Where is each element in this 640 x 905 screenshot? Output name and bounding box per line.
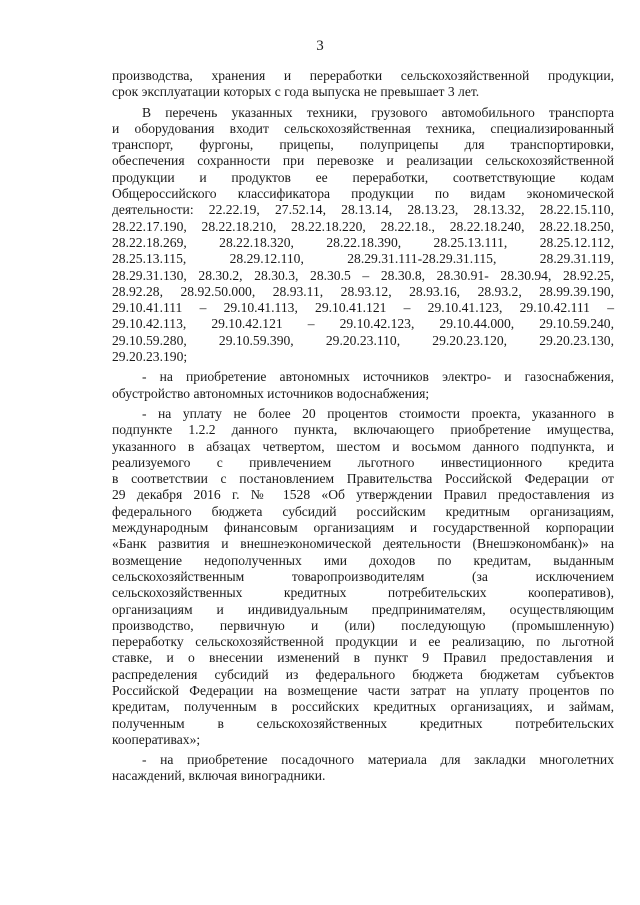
text-line: возмещение недополученных ими доходов по кредитам, выданным xyxy=(112,552,614,568)
text-line: 28.92.28, 28.92.50.000, 28.93.11, 28.93.12, 28.93.16, 28.93.2, 28.99.39.190, xyxy=(112,283,614,299)
paragraph xyxy=(112,752,614,785)
document-body xyxy=(112,68,614,785)
text-line: и оборудования входит сельскохозяйственная техника, специализированный xyxy=(112,120,614,136)
text-line: 28.22.18.269, 28.22.18.320, 28.22.18.390, 28.25.13.111, 28.25.12.112, xyxy=(112,234,614,250)
text-line: - на приобретение посадочного материала для закладки многолетних xyxy=(142,752,614,768)
text-line: обеспечения сохранности при перевозке и реализации сельскохозяйственной xyxy=(112,153,614,169)
text-line: 28.22.17.190, 28.22.18.210, 28.22.18.220, 28.22.18., 28.22.18.240, 28.22.18.250, xyxy=(112,218,614,234)
text-line: В перечень указанных техники, грузового автомобильного транспорта xyxy=(142,104,614,120)
paragraph xyxy=(112,105,614,366)
text-line: - на приобретение автономных источников электро- и газоснабжения, xyxy=(142,369,614,385)
text-line: указанного в абзацах четвертом, шестом и восьмом данного подпункта, и xyxy=(112,438,614,454)
text-line: Российской Федерации на возмещение части затрат на уплату процентов по xyxy=(112,682,614,698)
text-line: подпункте 1.2.2 данного пункта, включающего приобретение имущества, xyxy=(112,422,614,438)
text-line: насаждений, включая виноградники. xyxy=(112,768,326,784)
paragraph xyxy=(112,68,614,101)
text-line: сельскохозяйственным товаропроизводителям (за исключением xyxy=(112,568,614,584)
page-number: 3 xyxy=(316,38,324,54)
text-line: производство, первичную и (или) последующую (промышленную) xyxy=(112,617,614,633)
text-line: сельскохозяйственных кредитных потребительских кооперативов), xyxy=(112,585,614,601)
text-line: в соответствии с постановлением Правительства Российской Федерации от xyxy=(112,471,614,487)
text-line: полученным в сельскохозяйственных кредитных потребительских xyxy=(112,715,614,731)
text-line: продукции и продуктов ее переработки, соответствующие кодам xyxy=(112,169,614,185)
text-line: федерального бюджета субсидий российским кредитным организациям, xyxy=(112,503,614,519)
text-line: 29.20.23.190; xyxy=(112,349,188,365)
paragraph xyxy=(112,369,614,402)
text-line: 28.25.13.115, 28.29.12.110, 28.29.31.111-28.29.31.115, 28.29.31.119, xyxy=(112,251,614,267)
text-line: транспорт, фургоны, прицепы, полуприцепы для транспортировки, xyxy=(112,137,614,153)
text-line: распределения субсидий из федерального бюджета бюджетам субъектов xyxy=(112,666,614,682)
text-line: международным финансовым организациям и государственной корпорации xyxy=(112,520,614,536)
text-line: ставке, и о внесении изменений в пункт 9 Правил предоставления и xyxy=(112,650,614,666)
paragraph xyxy=(112,406,614,748)
text-line: - на уплату не более 20 процентов стоимости проекта, указанного в xyxy=(142,405,614,421)
text-line: организациям и индивидуальным предпринимателям, осуществляющим xyxy=(112,601,614,617)
text-line: 29 декабря 2016 г. № 1528 «Об утверждении Правил предоставления из xyxy=(112,487,614,503)
text-line: переработку сельскохозяйственной продукции и ее реализацию, по льготной xyxy=(112,634,614,650)
text-line: срок эксплуатации которых с года выпуска не превышает 3 лет. xyxy=(112,84,480,100)
text-line: 28.29.31.130, 28.30.2, 28.30.3, 28.30.5 – 28.30.8, 28.30.91- 28.30.94, 28.92.25, xyxy=(112,267,614,283)
text-line: «Банк развития и внешнеэкономической деятельности (Внешэкономбанк)» на xyxy=(112,536,614,552)
text-line: Общероссийского классификатора продукции по видам экономической xyxy=(112,186,614,202)
text-line: обустройство автономных источников водоснабжения; xyxy=(112,385,430,401)
text-line: 29.10.42.113, 29.10.42.121 – 29.10.42.123, 29.10.44.000, 29.10.59.240, xyxy=(112,316,614,332)
text-line: 29.10.59.280, 29.10.59.390, 29.20.23.110, 29.20.23.120, 29.20.23.130, xyxy=(112,332,614,348)
text-line: кооперативах»; xyxy=(112,731,201,747)
text-line: реализуемого с привлечением льготного инвестиционного кредита xyxy=(112,454,614,470)
text-line: кредитам, полученным в российских кредитных организациях, и займам, xyxy=(112,699,614,715)
text-line: 29.10.41.111 – 29.10.41.113, 29.10.41.121 – 29.10.41.123, 29.10.42.111 – xyxy=(112,300,614,316)
text-line: деятельности: 22.22.19, 27.52.14, 28.13.14, 28.13.23, 28.13.32, 28.22.15.110, xyxy=(112,202,614,218)
text-line: производства, хранения и переработки сельскохозяйственной продукции, xyxy=(112,68,614,83)
